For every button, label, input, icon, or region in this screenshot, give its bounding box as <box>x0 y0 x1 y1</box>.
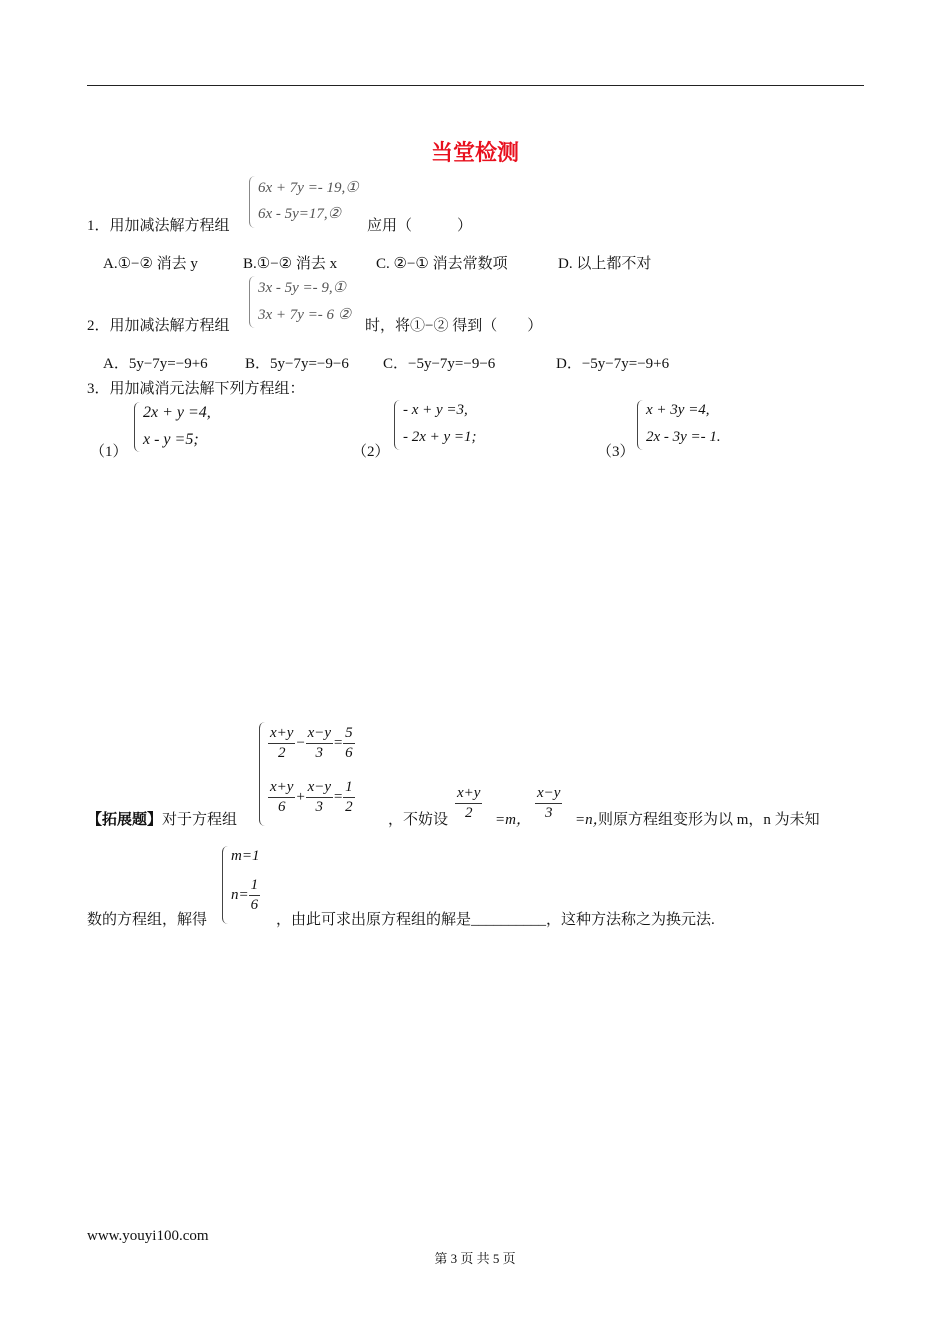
ext-frac-r1-den: 6 <box>345 745 353 761</box>
extension-text3: 则原方程组变形为以 m，n 为未知 <box>598 812 820 828</box>
q2-suffix: 时，将①−② 得到（ ） <box>365 318 543 334</box>
q3-system-2-eq2: - 2x + y =1; <box>403 429 477 445</box>
ext-frac-3 <box>268 778 295 817</box>
solution-n-num: 1 <box>249 876 261 896</box>
q3-label-3: （3） <box>597 444 635 460</box>
ext-op-1: − <box>295 734 306 751</box>
q1-option-d: D. 以上都不对 <box>558 256 652 272</box>
ext-frac-2-num: x−y <box>306 724 333 744</box>
ext-frac-r1-num: 5 <box>343 724 355 744</box>
ext-frac-r1 <box>343 724 355 763</box>
extension-solution-system <box>222 846 282 924</box>
q3-brace-3 <box>637 400 644 450</box>
ext-frac-3-num: x+y <box>268 778 295 798</box>
solution-n-den: 6 <box>250 897 259 913</box>
sub-frac-m-den: 2 <box>464 805 473 821</box>
ext-frac-r2-num: 1 <box>343 778 355 798</box>
ext-frac-2 <box>306 724 333 763</box>
q2-option-b: B．5y−7y=−9−6 <box>245 356 349 372</box>
q2-option-c: C．−5y−7y=−9−6 <box>383 356 496 372</box>
extension-eq-row-2 <box>268 778 355 817</box>
q1-option-c: C. ②−① 消去常数项 <box>376 256 508 272</box>
ext-frac-1 <box>268 724 295 763</box>
q3-prompt: 3．用加减消元法解下列方程组： <box>87 381 305 397</box>
q1-eq2: 6x - 5y=17,② <box>258 206 342 222</box>
section-title: 当堂检测 <box>430 141 519 166</box>
ext-frac-4-num: x−y <box>306 778 333 798</box>
ext-op-2: + <box>295 788 306 805</box>
q3-system-3-eq2: 2x - 3y =- 1. <box>646 429 721 445</box>
extension-text2: ，不妨设 <box>388 812 449 828</box>
q3-system-3-eq1: x + 3y =4, <box>646 402 710 418</box>
q3-system-2 <box>394 400 504 450</box>
extension-brace <box>259 722 266 826</box>
q3-system-1-eq1: 2x + y =4, <box>143 404 211 421</box>
q1-prefix: 1．用加减法解方程组 <box>87 218 230 234</box>
ext-frac-r2 <box>343 778 355 817</box>
header-rule <box>87 85 864 86</box>
solution-n-lhs: n= <box>231 886 249 903</box>
ext-frac-4-den: 3 <box>315 799 324 815</box>
extension-intro <box>87 808 237 829</box>
extension-sub1-eq: =m， <box>495 812 531 828</box>
sub-frac-n <box>535 784 562 823</box>
q1-option-a: A.①−② 消去 y <box>103 256 198 272</box>
ext-frac-4 <box>306 778 333 817</box>
extension-system <box>259 722 389 826</box>
q1-eq1: 6x + 7y =- 19,① <box>258 180 359 196</box>
q3-label-1: （1） <box>90 444 128 460</box>
q1-option-b: B.①−② 消去 x <box>243 256 338 272</box>
extension-text4: 数的方程组，解得 <box>87 912 208 928</box>
q2-option-d: D．−5y−7y=−9+6 <box>556 356 670 372</box>
q2-option-a: A．5y−7y=−9+6 <box>103 356 208 372</box>
extension-sub2-eq: =n， <box>575 812 608 828</box>
ext-frac-3-den: 6 <box>277 799 286 815</box>
q3-system-3 <box>637 400 757 450</box>
q2-prefix: 2．用加减法解方程组 <box>87 318 230 334</box>
ext-eq-1: = <box>333 734 344 751</box>
solution-m: m=1 <box>231 848 260 864</box>
q1-suffix: 应用（ ） <box>367 218 473 234</box>
q2-eq1: 3x - 5y =- 9,① <box>258 280 347 296</box>
ext-eq-2: = <box>333 788 344 805</box>
q3-brace-2 <box>394 400 401 450</box>
q3-brace-1 <box>134 402 141 452</box>
footer-page-number: 第 3 页 共 5 页 <box>434 1251 516 1266</box>
sub-frac-n-num: x−y <box>535 784 562 804</box>
q3-system-1-eq2: x - y =5; <box>143 431 199 448</box>
q2-eq2: 3x + 7y =- 6 ② <box>258 307 352 323</box>
sub-frac-m <box>455 784 482 823</box>
extension-eq-row-1 <box>268 724 355 763</box>
sub-frac-n-den: 3 <box>544 805 553 821</box>
extension-text1: 对于方程组 <box>162 812 238 828</box>
q3-system-1 <box>134 402 244 452</box>
extension-tag: 【拓展题】 <box>87 812 163 828</box>
q3-label-2: （2） <box>352 444 390 460</box>
ext-frac-r2-den: 2 <box>345 799 353 815</box>
q1-system <box>249 176 369 228</box>
ext-frac-2-den: 3 <box>315 745 324 761</box>
extension-text5: ，由此可求出原方程组的解是__________，这种方法称之为换元法. <box>276 912 715 928</box>
ext-frac-1-den: 2 <box>277 745 286 761</box>
footer-url: www.youyi100.com <box>87 1228 209 1244</box>
ext-frac-1-num: x+y <box>268 724 295 744</box>
solution-n <box>231 876 260 915</box>
q2-system <box>249 276 369 328</box>
extension-substitution-n <box>535 784 562 823</box>
q2-brace <box>249 276 256 328</box>
q3-system-2-eq1: - x + y =3, <box>403 402 468 418</box>
q1-brace <box>249 176 256 228</box>
sub-frac-m-num: x+y <box>455 784 482 804</box>
solution-n-frac <box>249 876 261 915</box>
extension-substitution-m <box>455 784 482 823</box>
extension-solution-brace <box>222 846 229 924</box>
